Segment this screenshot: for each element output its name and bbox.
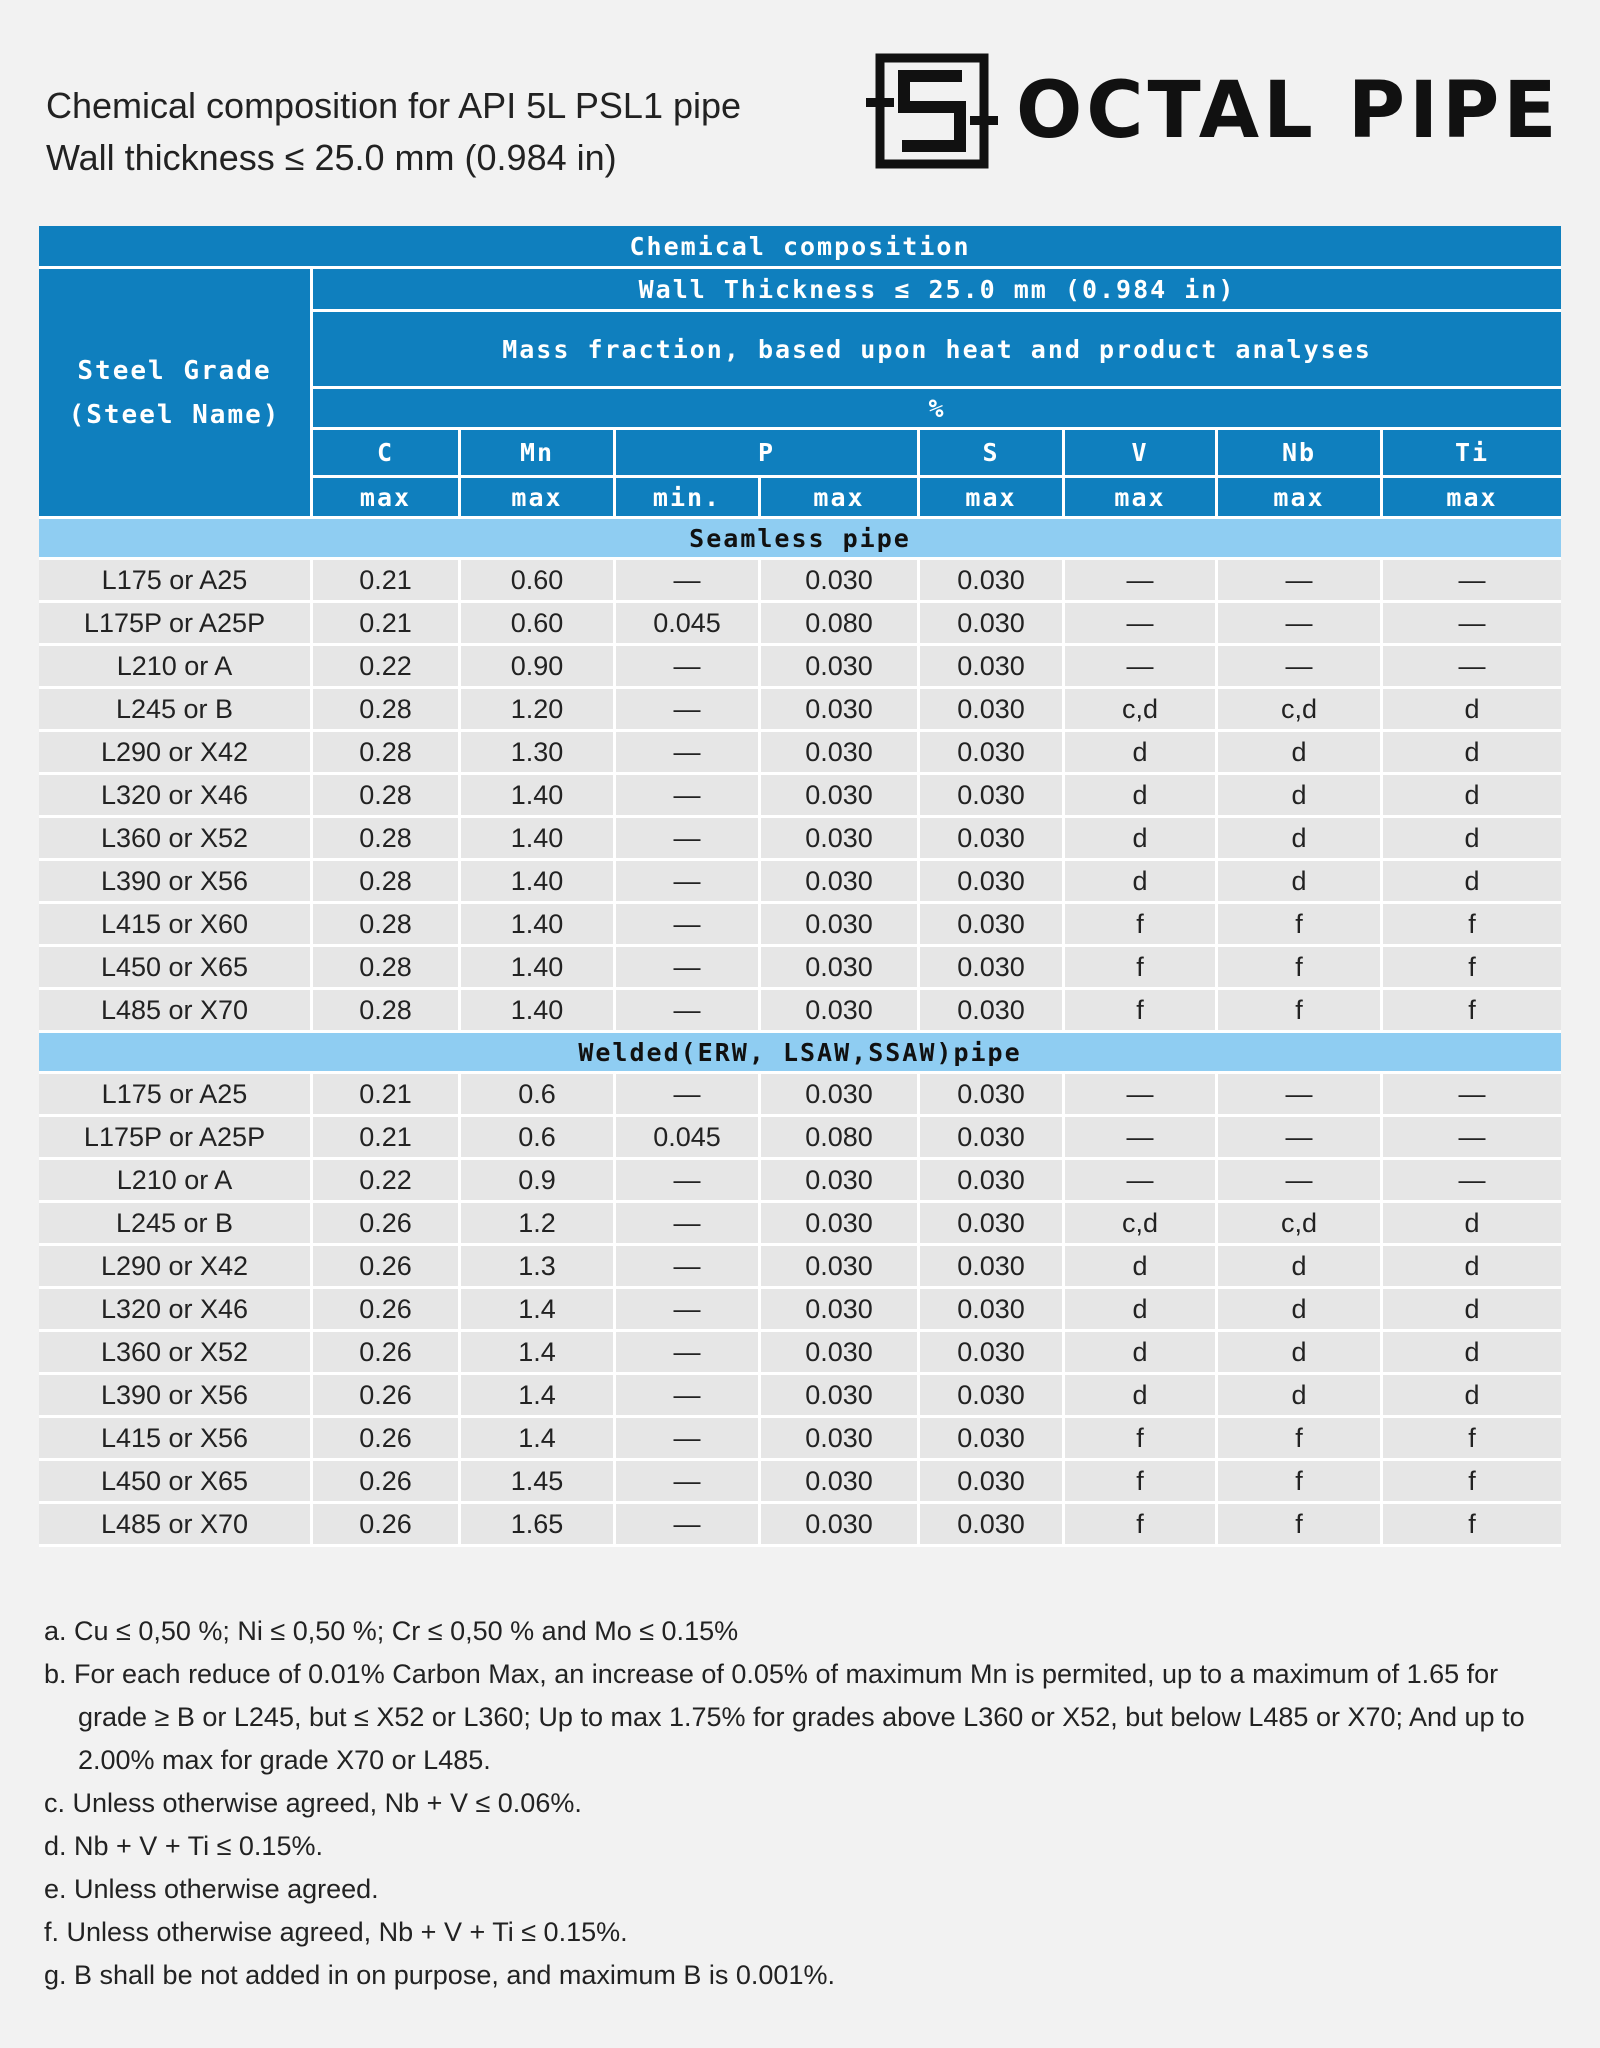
table-row (39, 732, 1561, 775)
steel-grade-cell: L245 or B (39, 1203, 313, 1246)
value-cell: 0.030 (761, 1461, 920, 1504)
value-cell: 0.22 (313, 646, 461, 689)
value-cell: — (616, 646, 761, 689)
table-row (39, 603, 1561, 646)
table-row (39, 1074, 1561, 1117)
value-cell: — (1383, 1117, 1561, 1160)
steel-grade-cell: L175P or A25P (39, 1117, 313, 1160)
value-cell: f (1383, 904, 1561, 947)
value-cell: 1.65 (461, 1504, 616, 1547)
header-steel-grade: Steel Grade (Steel Name) (39, 269, 313, 519)
value-cell: d (1065, 775, 1218, 818)
value-cell: — (1218, 1117, 1383, 1160)
value-cell: 0.26 (313, 1375, 461, 1418)
value-cell: — (616, 560, 761, 603)
value-cell: 0.9 (461, 1160, 616, 1203)
value-cell: — (1065, 560, 1218, 603)
value-cell: d (1383, 775, 1561, 818)
value-cell: 1.4 (461, 1375, 616, 1418)
value-cell: — (616, 1332, 761, 1375)
value-cell: 0.21 (313, 1074, 461, 1117)
value-cell: f (1383, 990, 1561, 1033)
value-cell: d (1218, 775, 1383, 818)
value-cell: — (1218, 560, 1383, 603)
value-cell: — (1218, 1160, 1383, 1203)
steel-grade-cell: L390 or X56 (39, 1375, 313, 1418)
steel-grade-cell: L245 or B (39, 689, 313, 732)
section-title: Welded(ERW, LSAW,SSAW)pipe (39, 1033, 1561, 1074)
value-cell: 0.030 (761, 1160, 920, 1203)
table-row (39, 1332, 1561, 1375)
header-element-s: S (920, 430, 1065, 478)
footnote: f. Unless otherwise agreed, Nb + V + Ti ≤ 0.15%. (44, 1917, 628, 1947)
value-cell: 0.030 (920, 861, 1065, 904)
value-cell: 0.26 (313, 1418, 461, 1461)
value-cell: 0.030 (920, 689, 1065, 732)
steel-grade-cell: L360 or X52 (39, 818, 313, 861)
title-line-1: Chemical composition for API 5L PSL1 pipe (46, 85, 742, 126)
value-cell: 0.030 (761, 560, 920, 603)
value-cell: 0.28 (313, 861, 461, 904)
value-cell: d (1218, 1289, 1383, 1332)
value-cell: — (616, 1160, 761, 1203)
value-cell: 0.21 (313, 603, 461, 646)
value-cell: 0.26 (313, 1504, 461, 1547)
table-row (39, 1117, 1561, 1160)
value-cell: — (1383, 560, 1561, 603)
value-cell: d (1383, 689, 1561, 732)
value-cell: 1.40 (461, 947, 616, 990)
value-cell: 0.030 (920, 947, 1065, 990)
section-header-row (39, 1033, 1561, 1074)
value-cell: 0.030 (920, 646, 1065, 689)
steel-grade-cell: L175P or A25P (39, 603, 313, 646)
footnote: c. Unless otherwise agreed, Nb + V ≤ 0.06%. (44, 1788, 582, 1818)
value-cell: 0.080 (761, 1117, 920, 1160)
steel-grade-cell: L210 or A (39, 646, 313, 689)
value-cell: — (1065, 646, 1218, 689)
value-cell: — (616, 689, 761, 732)
value-cell: 0.26 (313, 1203, 461, 1246)
value-cell: 0.030 (761, 1375, 920, 1418)
footnote: a. Cu ≤ 0,50 %; Ni ≤ 0,50 %; Cr ≤ 0,50 % and Mo ≤ 0.15% (44, 1616, 739, 1646)
value-cell: 0.030 (920, 1418, 1065, 1461)
value-cell: 0.030 (761, 1074, 920, 1117)
value-cell: 0.21 (313, 1117, 461, 1160)
header-limit: max (920, 478, 1065, 519)
value-cell: c,d (1065, 689, 1218, 732)
steel-grade-cell: L290 or X42 (39, 1246, 313, 1289)
value-cell: 0.030 (761, 689, 920, 732)
steel-grade-cell: L210 or A (39, 1160, 313, 1203)
value-cell: 0.28 (313, 732, 461, 775)
value-cell: 1.2 (461, 1203, 616, 1246)
value-cell: 0.28 (313, 775, 461, 818)
value-cell: d (1065, 1332, 1218, 1375)
value-cell: 0.26 (313, 1289, 461, 1332)
value-cell: d (1218, 818, 1383, 861)
title-line-2: Wall thickness ≤ 25.0 mm (0.984 in) (46, 137, 617, 178)
table-row (39, 689, 1561, 732)
header-wall-thickness: Wall Thickness ≤ 25.0 mm (0.984 in) (313, 269, 1561, 312)
value-cell: d (1383, 1246, 1561, 1289)
value-cell: — (616, 990, 761, 1033)
value-cell: 1.20 (461, 689, 616, 732)
steel-grade-cell: L450 or X65 (39, 947, 313, 990)
steel-grade-cell: L485 or X70 (39, 990, 313, 1033)
value-cell: — (1218, 646, 1383, 689)
header-chemical-composition: Chemical composition (39, 226, 1561, 269)
steel-grade-cell: L415 or X56 (39, 1418, 313, 1461)
footnotes (44, 1610, 1564, 1997)
value-cell: d (1218, 1332, 1383, 1375)
steel-grade-cell: L175 or A25 (39, 1074, 313, 1117)
steel-grade-cell: L290 or X42 (39, 732, 313, 775)
value-cell: 0.030 (761, 1332, 920, 1375)
value-cell: 0.60 (461, 560, 616, 603)
logo-text: OCTAL PIPE (1016, 66, 1561, 156)
footnote: e. Unless otherwise agreed. (44, 1874, 379, 1904)
value-cell: 0.030 (920, 603, 1065, 646)
value-cell: — (1383, 1160, 1561, 1203)
value-cell: 0.030 (920, 732, 1065, 775)
value-cell: f (1383, 947, 1561, 990)
value-cell: f (1218, 947, 1383, 990)
value-cell: 0.030 (761, 818, 920, 861)
header-element-p: P (616, 430, 920, 478)
value-cell: d (1065, 1246, 1218, 1289)
value-cell: 0.6 (461, 1074, 616, 1117)
value-cell: f (1218, 990, 1383, 1033)
value-cell: d (1383, 818, 1561, 861)
value-cell: 0.030 (920, 990, 1065, 1033)
value-cell: d (1383, 732, 1561, 775)
value-cell: 0.030 (761, 947, 920, 990)
value-cell: 1.40 (461, 775, 616, 818)
value-cell: 0.030 (920, 904, 1065, 947)
value-cell: — (1218, 1074, 1383, 1117)
value-cell: 0.030 (761, 775, 920, 818)
value-cell: 0.030 (761, 1504, 920, 1547)
header-limit: min. (616, 478, 761, 519)
value-cell: 0.030 (920, 1332, 1065, 1375)
table-row (39, 1289, 1561, 1332)
footnote: b. For each reduce of 0.01% Carbon Max, an increase of 0.05% of maximum Mn is permited, up to a maximum of 1.65 for grade ≥ B or L245, but ≤ X52 or L360; Up to max 1.75% for grades above L360 or X52, but below L485 or X70; And up to 2.00% max for grade X70 or L485. (44, 1659, 1525, 1775)
value-cell: 0.28 (313, 904, 461, 947)
value-cell: 0.030 (920, 1074, 1065, 1117)
value-cell: d (1383, 1289, 1561, 1332)
table-row (39, 1160, 1561, 1203)
value-cell: 1.45 (461, 1461, 616, 1504)
value-cell: 0.26 (313, 1461, 461, 1504)
value-cell: — (1383, 603, 1561, 646)
value-cell: 0.030 (761, 1203, 920, 1246)
header-limit: max (1065, 478, 1218, 519)
steel-grade-cell: L485 or X70 (39, 1504, 313, 1547)
table-row (39, 646, 1561, 689)
value-cell: — (616, 861, 761, 904)
value-cell: — (1383, 646, 1561, 689)
value-cell: f (1065, 1504, 1218, 1547)
value-cell: 1.4 (461, 1289, 616, 1332)
value-cell: — (616, 904, 761, 947)
value-cell: d (1383, 861, 1561, 904)
table-row (39, 1203, 1561, 1246)
value-cell: 0.6 (461, 1117, 616, 1160)
value-cell: f (1383, 1461, 1561, 1504)
header-mass-fraction: Mass fraction, based upon heat and product analyses (313, 312, 1561, 389)
header-limit: max (1383, 478, 1561, 519)
header-limit: max (313, 478, 461, 519)
value-cell: 1.30 (461, 732, 616, 775)
value-cell: f (1065, 1461, 1218, 1504)
value-cell: d (1065, 1375, 1218, 1418)
value-cell: — (616, 732, 761, 775)
value-cell: 1.4 (461, 1332, 616, 1375)
value-cell: — (616, 1289, 761, 1332)
footnote: g. B shall be not added in on purpose, and maximum B is 0.001%. (44, 1960, 835, 1990)
table-row (39, 818, 1561, 861)
value-cell: d (1065, 861, 1218, 904)
value-cell: 0.080 (761, 603, 920, 646)
value-cell: 0.030 (761, 1289, 920, 1332)
value-cell: 0.030 (761, 732, 920, 775)
value-cell: c,d (1065, 1203, 1218, 1246)
value-cell: 0.045 (616, 603, 761, 646)
value-cell: f (1065, 990, 1218, 1033)
value-cell: d (1065, 732, 1218, 775)
value-cell: d (1383, 1332, 1561, 1375)
header-element-c: C (313, 430, 461, 478)
octal-pipe-logo-icon (866, 52, 998, 170)
steel-grade-cell: L320 or X46 (39, 1289, 313, 1332)
header-element-mn: Mn (461, 430, 616, 478)
value-cell: 0.030 (920, 1160, 1065, 1203)
value-cell: — (616, 947, 761, 990)
value-cell: — (1065, 1160, 1218, 1203)
table-row (39, 1246, 1561, 1289)
value-cell: — (616, 1418, 761, 1461)
value-cell: 0.030 (920, 1289, 1065, 1332)
value-cell: f (1383, 1418, 1561, 1461)
value-cell: 1.4 (461, 1418, 616, 1461)
value-cell: d (1218, 861, 1383, 904)
value-cell: d (1065, 1289, 1218, 1332)
value-cell: d (1383, 1203, 1561, 1246)
value-cell: 0.22 (313, 1160, 461, 1203)
chemical-composition-table (39, 226, 1561, 1547)
header-unit: % (313, 389, 1561, 430)
steel-grade-cell: L450 or X65 (39, 1461, 313, 1504)
steel-grade-cell: L415 or X60 (39, 904, 313, 947)
value-cell: 0.28 (313, 947, 461, 990)
value-cell: 0.030 (761, 646, 920, 689)
value-cell: 1.40 (461, 861, 616, 904)
table-row (39, 861, 1561, 904)
value-cell: d (1218, 1246, 1383, 1289)
value-cell: 1.40 (461, 904, 616, 947)
value-cell: 0.26 (313, 1332, 461, 1375)
value-cell: — (1065, 1074, 1218, 1117)
value-cell: 0.030 (761, 1418, 920, 1461)
value-cell: 0.030 (920, 775, 1065, 818)
table-row (39, 1504, 1561, 1547)
table-row (39, 904, 1561, 947)
value-cell: f (1065, 904, 1218, 947)
header-limit: max (761, 478, 920, 519)
value-cell: 0.030 (761, 904, 920, 947)
steel-grade-cell: L320 or X46 (39, 775, 313, 818)
value-cell: 0.26 (313, 1246, 461, 1289)
table-row (39, 990, 1561, 1033)
section-header-row (39, 519, 1561, 560)
value-cell: — (616, 775, 761, 818)
value-cell: 0.030 (920, 560, 1065, 603)
value-cell: 1.40 (461, 818, 616, 861)
steel-grade-cell: L390 or X56 (39, 861, 313, 904)
value-cell: f (1218, 1461, 1383, 1504)
value-cell: 0.60 (461, 603, 616, 646)
value-cell: 0.28 (313, 818, 461, 861)
value-cell: 0.030 (920, 1504, 1065, 1547)
table-row (39, 1375, 1561, 1418)
value-cell: f (1218, 1504, 1383, 1547)
value-cell: 1.3 (461, 1246, 616, 1289)
header-limit: max (461, 478, 616, 519)
value-cell: 0.21 (313, 560, 461, 603)
value-cell: c,d (1218, 689, 1383, 732)
steel-grade-cell: L360 or X52 (39, 1332, 313, 1375)
header-element-ti: Ti (1383, 430, 1561, 478)
value-cell: 0.28 (313, 689, 461, 732)
value-cell: — (616, 818, 761, 861)
brand-logo (866, 52, 1561, 170)
value-cell: 0.045 (616, 1117, 761, 1160)
value-cell: — (616, 1074, 761, 1117)
value-cell: 0.90 (461, 646, 616, 689)
value-cell: c,d (1218, 1203, 1383, 1246)
footnote: d. Nb + V + Ti ≤ 0.15%. (44, 1831, 323, 1861)
table-row (39, 1461, 1561, 1504)
value-cell: 1.40 (461, 990, 616, 1033)
table-row (39, 560, 1561, 603)
table-row (39, 1418, 1561, 1461)
value-cell: — (1218, 603, 1383, 646)
page-title (46, 80, 741, 184)
header-element-nb: Nb (1218, 430, 1383, 478)
value-cell: — (616, 1375, 761, 1418)
value-cell: 0.030 (761, 861, 920, 904)
value-cell: 0.030 (761, 1246, 920, 1289)
value-cell: — (1383, 1074, 1561, 1117)
steel-grade-cell: L175 or A25 (39, 560, 313, 603)
value-cell: — (616, 1246, 761, 1289)
value-cell: — (1065, 1117, 1218, 1160)
value-cell: d (1218, 1375, 1383, 1418)
table-body (39, 519, 1561, 1547)
value-cell: f (1065, 1418, 1218, 1461)
table-row (39, 947, 1561, 990)
value-cell: 0.030 (761, 990, 920, 1033)
table-row (39, 775, 1561, 818)
value-cell: — (1065, 603, 1218, 646)
value-cell: f (1065, 947, 1218, 990)
value-cell: d (1065, 818, 1218, 861)
value-cell: f (1383, 1504, 1561, 1547)
header-limit: max (1218, 478, 1383, 519)
value-cell: 0.030 (920, 1461, 1065, 1504)
value-cell: f (1218, 904, 1383, 947)
value-cell: f (1218, 1418, 1383, 1461)
value-cell: — (616, 1504, 761, 1547)
value-cell: — (616, 1461, 761, 1504)
header-element-v: V (1065, 430, 1218, 478)
value-cell: d (1218, 732, 1383, 775)
value-cell: 0.030 (920, 1117, 1065, 1160)
value-cell: 0.030 (920, 1203, 1065, 1246)
value-cell: 0.030 (920, 818, 1065, 861)
value-cell: — (616, 1203, 761, 1246)
value-cell: d (1383, 1375, 1561, 1418)
value-cell: 0.030 (920, 1246, 1065, 1289)
value-cell: 0.030 (920, 1375, 1065, 1418)
section-title: Seamless pipe (39, 519, 1561, 560)
value-cell: 0.28 (313, 990, 461, 1033)
